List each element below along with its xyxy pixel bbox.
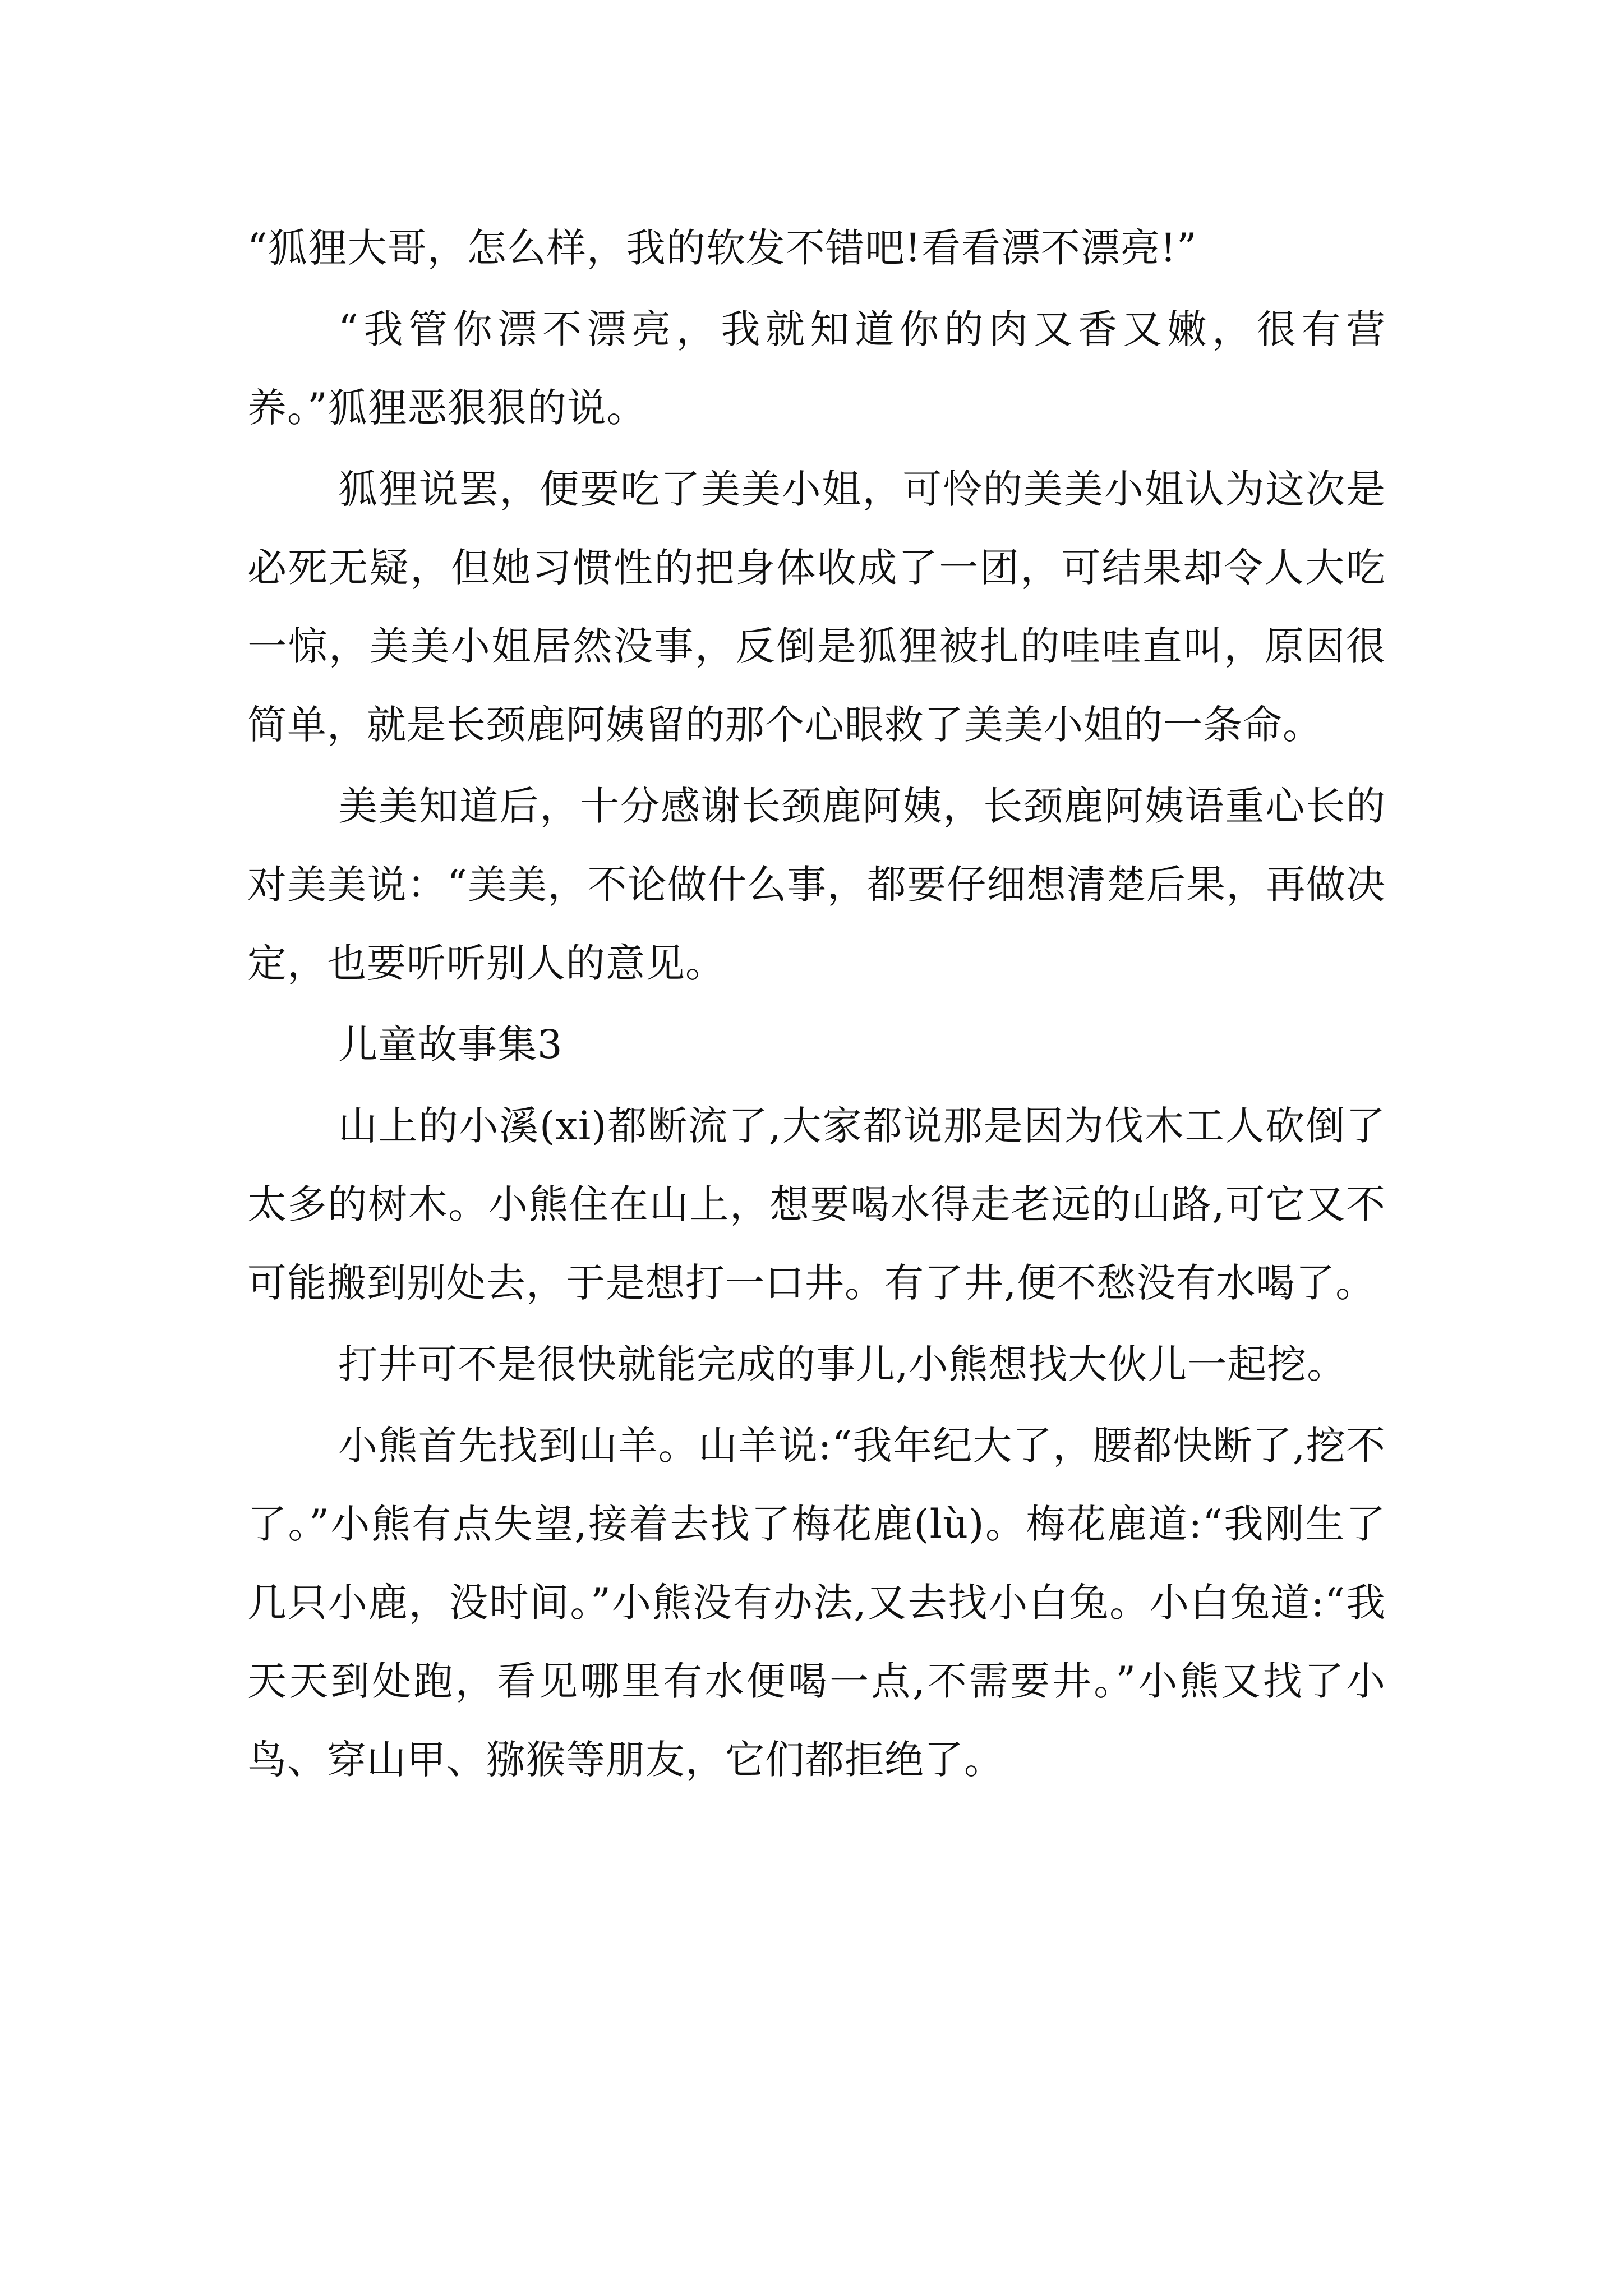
paragraph-2: “我管你漂不漂亮，我就知道你的肉又香又嫩，很有营养。”狐狸恶狠狠的说。 [247,306,1386,431]
paragraph-1: “狐狸大哥，怎么样，我的软发不错吧!看看漂不漂亮!” [247,225,1197,271]
paragraph-6: 打井可不是很快就能完成的事儿,小熊想找大伙儿一起挖。 [338,1341,1347,1387]
paragraph-4: 美美知道后，十分感谢长颈鹿阿姨，长颈鹿阿姨语重心长的对美美说：“美美，不论做什么事，都要仔细想清楚后果，再做决定，也要听听别人的意见。 [247,783,1386,986]
paragraph-5: 山上的小溪(xi)都断流了,大家都说那是因为伐木工人砍倒了太多的树木。小熊住在山上，想要喝水得走老远的山路,可它又不可能搬到别处去，于是想打一口井。有了井,便不愁没有水喝了。 [247,1103,1386,1306]
paragraph-3: 狐狸说罢，便要吃了美美小姐，可怜的美美小姐认为这次是必死无疑，但她习惯性的把身体收成了一团，可结果却令人大吃一惊，美美小姐居然没事，反倒是狐狸被扎的哇哇直叫，原因很简单，就是长颈鹿阿姨留的那个心眼救了美美小姐的一条命。 [247,466,1386,748]
document-body [247,209,1386,1802]
paragraph-7: 小熊首先找到山羊。山羊说:“我年纪大了，腰都快断了,挖不了。”小熊有点失望,接着去找了梅花鹿(lù)。梅花鹿道:“我刚生了几只小鹿，没时间。”小熊没有办法,又去找小白兔。小白兔道:“我天天到处跑，看见哪里有水便喝一点,不需要井。”小熊又找了小鸟、穿山甲、猕猴等朋友，它们都拒绝了。 [247,1423,1386,1783]
section-heading: 儿童故事集3 [338,1022,563,1068]
